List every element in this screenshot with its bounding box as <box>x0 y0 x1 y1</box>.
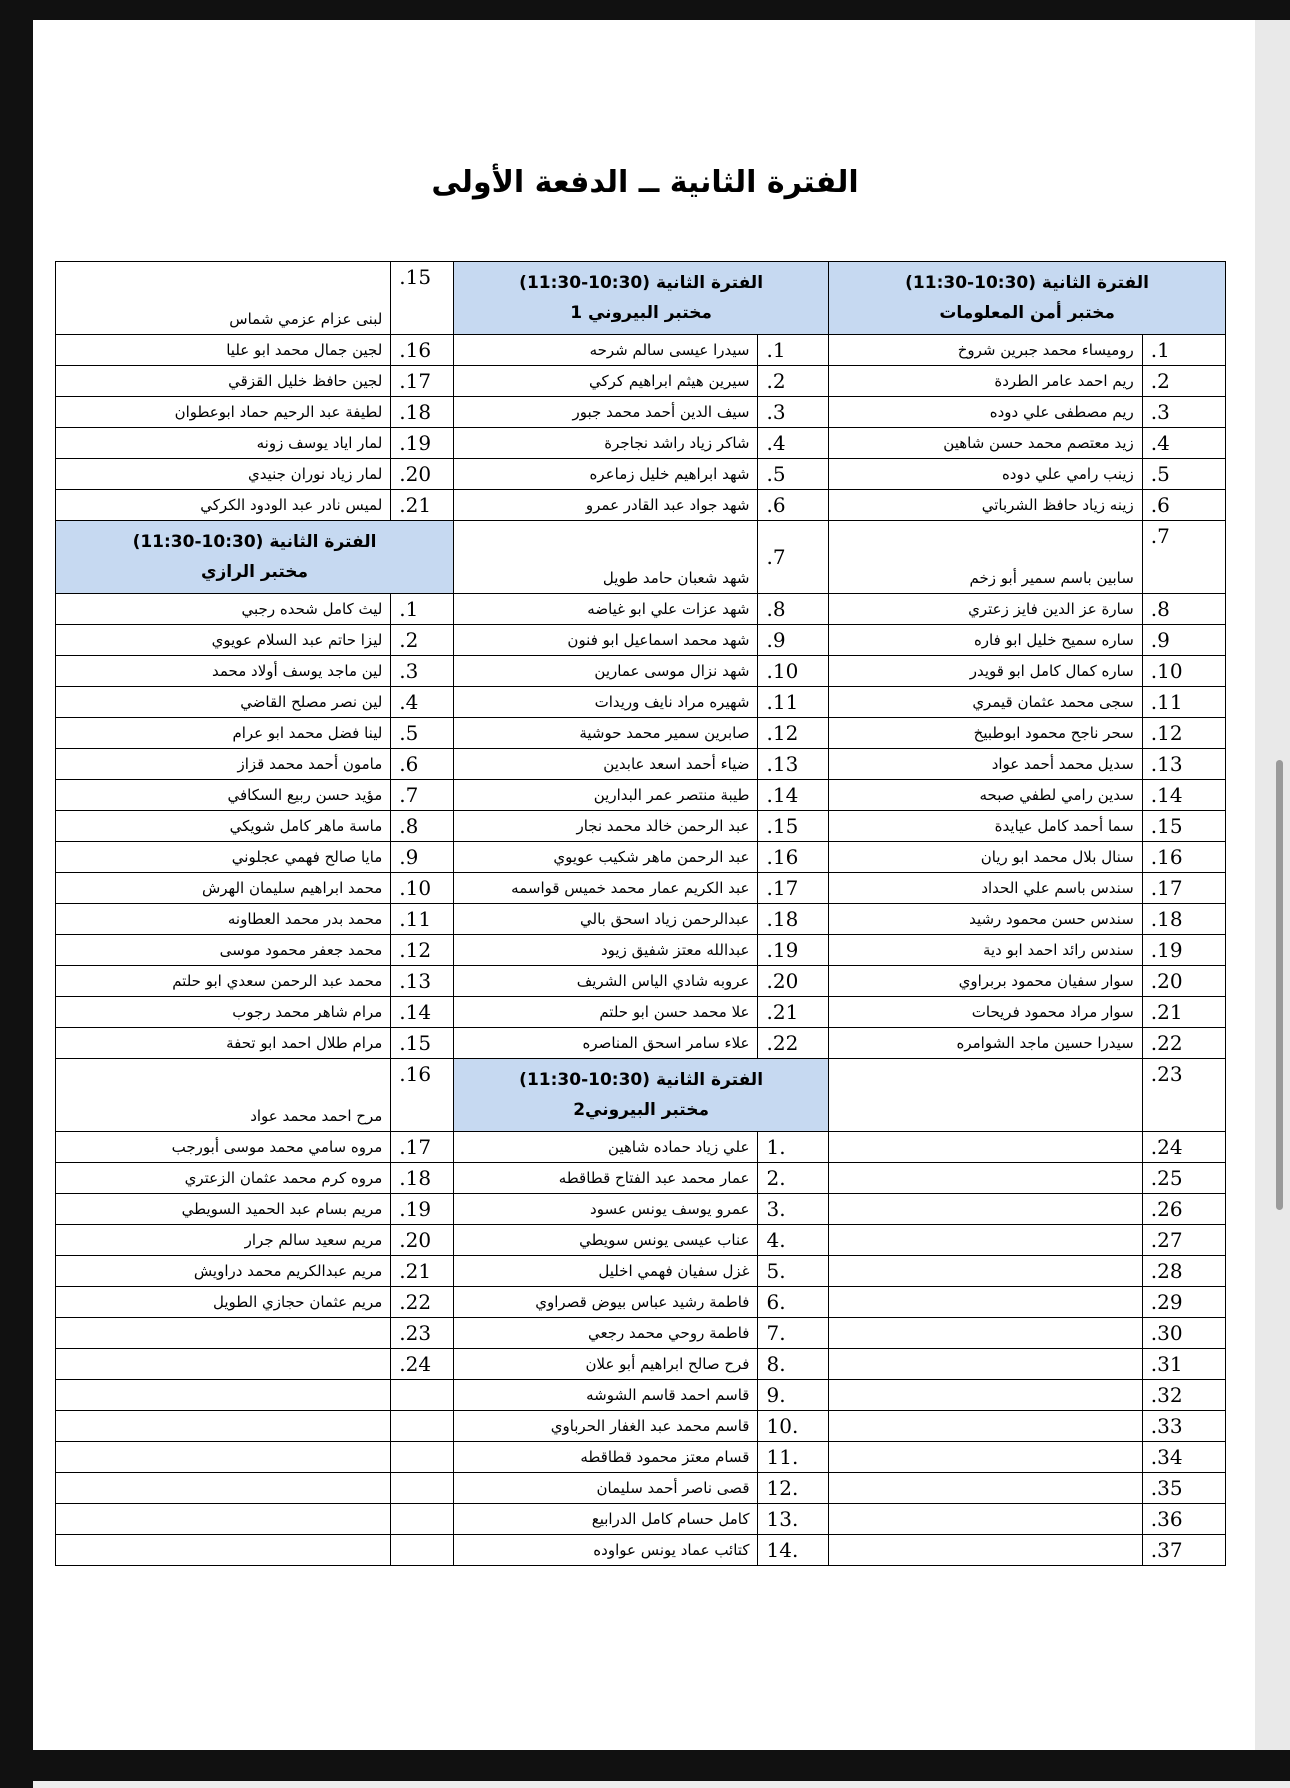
row-number: 18. <box>391 1163 454 1194</box>
student-name: محمد عبد الرحمن سعدي ابو حلتم <box>56 966 391 997</box>
row-number <box>391 1411 454 1442</box>
lab-header-infosec <box>829 262 1226 335</box>
table-row <box>56 1287 1226 1318</box>
table-row <box>56 935 1226 966</box>
row-number: 22. <box>758 1028 829 1059</box>
row-number: 17. <box>391 366 454 397</box>
lab-header-period: الفترة الثانية (10:30-11:30) <box>519 273 764 293</box>
student-name <box>829 1411 1143 1442</box>
row-number: 6. <box>1142 490 1225 521</box>
student-name: علاء سامر اسحق المناصره <box>454 1028 758 1059</box>
table-row <box>56 1318 1226 1349</box>
student-name: علا محمد حسن ابو حلتم <box>454 997 758 1028</box>
student-name: شاكر زياد راشد نجاجرة <box>454 428 758 459</box>
table-row <box>56 842 1226 873</box>
row-number: 7. <box>758 521 829 594</box>
table-row <box>56 490 1226 521</box>
student-name: شهيره مراد نايف وريدات <box>454 687 758 718</box>
row-number: .13 <box>758 1504 829 1535</box>
student-name: سيرين هيثم ابراهيم كركي <box>454 366 758 397</box>
row-number: 26. <box>1142 1194 1225 1225</box>
row-number: 13. <box>1142 749 1225 780</box>
student-name: مريم عبدالكريم محمد دراويش <box>56 1256 391 1287</box>
student-name <box>56 1349 391 1380</box>
student-name: سما أحمد كامل عيايدة <box>829 811 1143 842</box>
row-number: 16. <box>1142 842 1225 873</box>
student-name: طيبة منتصر عمر البدارين <box>454 780 758 811</box>
student-name: كتائب عماد يونس عواوده <box>454 1535 758 1566</box>
table-row <box>56 397 1226 428</box>
row-number: 10. <box>391 873 454 904</box>
student-name: شهد عزات علي ابو غياضه <box>454 594 758 625</box>
row-number: 36. <box>1142 1504 1225 1535</box>
student-name: لينا فضل محمد ابو عرام <box>56 718 391 749</box>
table-row <box>56 780 1226 811</box>
row-number: .4 <box>758 1225 829 1256</box>
student-name: سدين رامي لطفي صبحه <box>829 780 1143 811</box>
lab-header-biruni-1 <box>454 262 829 335</box>
student-name: عبدالرحمن زياد اسحق بالي <box>454 904 758 935</box>
row-number: 19. <box>391 428 454 459</box>
student-name <box>56 1318 391 1349</box>
student-name: لجين جمال محمد ابو عليا <box>56 335 391 366</box>
student-name: لطيفة عبد الرحيم حماد ابوعطوان <box>56 397 391 428</box>
student-name: شهد شعبان حامد طويل <box>454 521 758 594</box>
row-number: 8. <box>758 594 829 625</box>
student-name: سحر ناجح محمود ابوطبيخ <box>829 718 1143 749</box>
row-number: 21. <box>391 1256 454 1287</box>
row-number: 2. <box>758 366 829 397</box>
row-number: 14. <box>391 997 454 1028</box>
row-number: .6 <box>758 1287 829 1318</box>
student-name: سنال بلال محمد ابو ريان <box>829 842 1143 873</box>
top-bar <box>0 0 1290 20</box>
bottom-strip <box>33 1781 1290 1788</box>
row-number: 22. <box>1142 1028 1225 1059</box>
table-row <box>56 873 1226 904</box>
row-number: 19. <box>1142 935 1225 966</box>
student-name: ريم مصطفى علي دوده <box>829 397 1143 428</box>
row-number: 30. <box>1142 1318 1225 1349</box>
student-name: كامل حسام كامل الدرابيع <box>454 1504 758 1535</box>
row-number: 1. <box>391 594 454 625</box>
student-name <box>829 1535 1143 1566</box>
student-name: مامون أحمد محمد قزاز <box>56 749 391 780</box>
student-name: سجى محمد عثمان قيمري <box>829 687 1143 718</box>
student-name: لين ماجد يوسف أولاد محمد <box>56 656 391 687</box>
student-name: قصى ناصر أحمد سليمان <box>454 1473 758 1504</box>
student-name <box>829 1442 1143 1473</box>
lab-header-name: مختبر البيروني2 <box>573 1100 709 1120</box>
student-name: ساره كمال كامل ابو قويدر <box>829 656 1143 687</box>
row-number: 20. <box>1142 966 1225 997</box>
student-name <box>829 1059 1143 1132</box>
row-number: 32. <box>1142 1380 1225 1411</box>
row-number: .14 <box>758 1535 829 1566</box>
page-title: الفترة الثانية ــ الدفعة الأولى <box>431 165 859 200</box>
student-name: سيف الدين أحمد محمد جبور <box>454 397 758 428</box>
student-name: سوار سفيان محمود بربراوي <box>829 966 1143 997</box>
row-number: 12. <box>1142 718 1225 749</box>
student-name: فرح صالح ابراهيم أبو علان <box>454 1349 758 1380</box>
row-number: 31. <box>1142 1349 1225 1380</box>
student-name: سندس رائد احمد ابو دية <box>829 935 1143 966</box>
table-row <box>56 1028 1226 1059</box>
row-number: .9 <box>758 1380 829 1411</box>
student-name: مرح احمد محمد عواد <box>56 1059 391 1132</box>
table-row <box>56 966 1226 997</box>
table-row <box>56 1380 1226 1411</box>
student-name: مريم سعيد سالم جرار <box>56 1225 391 1256</box>
table-row <box>56 1442 1226 1473</box>
student-name: زينب رامي علي دوده <box>829 459 1143 490</box>
student-name: ماسة ماهر كامل شويكي <box>56 811 391 842</box>
lab-header-biruni-2 <box>454 1059 829 1132</box>
student-name: محمد ابراهيم سليمان الهرش <box>56 873 391 904</box>
row-number: 35. <box>1142 1473 1225 1504</box>
row-number: .2 <box>758 1163 829 1194</box>
row-number: 37. <box>1142 1535 1225 1566</box>
row-number: 19. <box>758 935 829 966</box>
table-row <box>56 1194 1226 1225</box>
table-row <box>56 1535 1226 1566</box>
row-number: 24. <box>1142 1132 1225 1163</box>
student-name: مرام شاهر محمد رجوب <box>56 997 391 1028</box>
row-number: 14. <box>758 780 829 811</box>
student-name: شهد نزال موسى عمارين <box>454 656 758 687</box>
table-row <box>56 811 1226 842</box>
row-number: 13. <box>391 966 454 997</box>
row-number: 17. <box>1142 873 1225 904</box>
row-number: 15. <box>1142 811 1225 842</box>
row-number: 4. <box>758 428 829 459</box>
row-number: .7 <box>758 1318 829 1349</box>
student-name: لمار اياد يوسف زونه <box>56 428 391 459</box>
table-row <box>56 459 1226 490</box>
row-number: 11. <box>391 904 454 935</box>
student-name <box>829 1318 1143 1349</box>
student-name: سيدرا عيسى سالم شرحه <box>454 335 758 366</box>
student-name: لجين حافظ خليل القزقي <box>56 366 391 397</box>
student-name: عناب عيسى يونس سويطي <box>454 1225 758 1256</box>
student-name: لبنى عزام عزمي شماس <box>56 262 391 335</box>
row-number: 34. <box>1142 1442 1225 1473</box>
student-name <box>829 1163 1143 1194</box>
student-name: عبد الرحمن خالد محمد نجار <box>454 811 758 842</box>
student-name <box>56 1411 391 1442</box>
lab-header-period: الفترة الثانية (10:30-11:30) <box>132 532 377 552</box>
lab-header-period: الفترة الثانية (10:30-11:30) <box>519 1070 764 1090</box>
row-number: 3. <box>1142 397 1225 428</box>
table-row <box>56 428 1226 459</box>
student-name: محمد جعفر محمود موسى <box>56 935 391 966</box>
table-row <box>56 656 1226 687</box>
table-row <box>56 1163 1226 1194</box>
row-number: 1. <box>758 335 829 366</box>
student-name <box>56 1504 391 1535</box>
lab-header-name: مختبر أمن المعلومات <box>939 303 1115 323</box>
row-number: 21. <box>391 490 454 521</box>
table-row <box>56 1059 1226 1132</box>
row-number: .1 <box>758 1132 829 1163</box>
row-number: 14. <box>1142 780 1225 811</box>
student-name: لمار زياد نوران جنيدي <box>56 459 391 490</box>
row-number: 12. <box>758 718 829 749</box>
lab-header-name: مختبر الرازي <box>200 562 309 582</box>
row-number: 21. <box>758 997 829 1028</box>
student-name: سندس باسم علي الحداد <box>829 873 1143 904</box>
student-name <box>829 1256 1143 1287</box>
student-name: زيد معتصم محمد حسن شاهين <box>829 428 1143 459</box>
table-row <box>56 687 1226 718</box>
student-name <box>56 1380 391 1411</box>
student-name: سيدرا حسين ماجد الشوامره <box>829 1028 1143 1059</box>
student-name: ضياء أحمد اسعد عابدين <box>454 749 758 780</box>
student-name: شهد ابراهيم خليل زماعره <box>454 459 758 490</box>
student-name <box>56 1442 391 1473</box>
table-row <box>56 625 1226 656</box>
student-name: لميس نادر عبد الودود الكركي <box>56 490 391 521</box>
row-number: 7. <box>1142 521 1225 594</box>
student-name: ريم احمد عامر الطردة <box>829 366 1143 397</box>
row-number: 10. <box>758 656 829 687</box>
student-name: سديل محمد أحمد عواد <box>829 749 1143 780</box>
row-number: 11. <box>758 687 829 718</box>
row-number: 25. <box>1142 1163 1225 1194</box>
student-name: سندس حسن محمود رشيد <box>829 904 1143 935</box>
row-number: 11. <box>1142 687 1225 718</box>
row-number: 29. <box>1142 1287 1225 1318</box>
row-number: 17. <box>391 1132 454 1163</box>
student-name <box>829 1504 1143 1535</box>
row-number: 12. <box>391 935 454 966</box>
student-name <box>829 1349 1143 1380</box>
row-number: 5. <box>758 459 829 490</box>
row-number <box>391 1380 454 1411</box>
table-row <box>56 1349 1226 1380</box>
student-name: علي زياد حماده شاهين <box>454 1132 758 1163</box>
row-number <box>391 1473 454 1504</box>
row-number: 19. <box>391 1194 454 1225</box>
student-name <box>829 1287 1143 1318</box>
table-row <box>56 1504 1226 1535</box>
row-number: .10 <box>758 1411 829 1442</box>
student-name: مايا صالح فهمي عجلوني <box>56 842 391 873</box>
student-name: مريم عثمان حجازي الطويل <box>56 1287 391 1318</box>
row-number: 9. <box>758 625 829 656</box>
student-name: فاطمة رشيد عباس بيوض قصراوي <box>454 1287 758 1318</box>
row-number <box>391 1535 454 1566</box>
student-name: زينه زياد حافظ الشرباتي <box>829 490 1143 521</box>
row-number: 20. <box>758 966 829 997</box>
table-row <box>56 749 1226 780</box>
row-number: 23. <box>1142 1059 1225 1132</box>
row-number: 21. <box>1142 997 1225 1028</box>
table-row <box>56 366 1226 397</box>
row-number: 18. <box>1142 904 1225 935</box>
row-number: 9. <box>391 842 454 873</box>
student-name: محمد بدر محمد العطاونه <box>56 904 391 935</box>
row-number: 6. <box>391 749 454 780</box>
row-number: 18. <box>391 397 454 428</box>
scrollbar-thumb[interactable] <box>1276 760 1283 1210</box>
student-name: مؤيد حسن ربيع السكافي <box>56 780 391 811</box>
table-row <box>56 521 1226 594</box>
row-number: 15. <box>758 811 829 842</box>
row-number: 20. <box>391 459 454 490</box>
table-row <box>56 904 1226 935</box>
student-name: شهد جواد عبد القادر عمرو <box>454 490 758 521</box>
row-number: 13. <box>758 749 829 780</box>
table-row <box>56 1411 1226 1442</box>
row-number: 18. <box>758 904 829 935</box>
row-number <box>391 1504 454 1535</box>
row-number: 28. <box>1142 1256 1225 1287</box>
student-name: سابين باسم سمير أبو زخم <box>829 521 1143 594</box>
student-name: صابرين سمير محمد حوشية <box>454 718 758 749</box>
student-name: سوار مراد محمود فريحات <box>829 997 1143 1028</box>
row-number: .5 <box>758 1256 829 1287</box>
student-name: عروبه شادي الياس الشريف <box>454 966 758 997</box>
row-number: 22. <box>391 1287 454 1318</box>
row-number: 17. <box>758 873 829 904</box>
row-number: .8 <box>758 1349 829 1380</box>
row-number: 4. <box>391 687 454 718</box>
schedule-table <box>55 261 1226 1566</box>
side-strip <box>1255 20 1290 1750</box>
row-number: 6. <box>758 490 829 521</box>
lab-header-name: مختبر البيروني 1 <box>570 303 712 323</box>
row-number: .11 <box>758 1442 829 1473</box>
table-row <box>56 997 1226 1028</box>
row-number: 33. <box>1142 1411 1225 1442</box>
table-row <box>56 1225 1226 1256</box>
header-row <box>56 262 1226 335</box>
student-name: عبدالله معتز شفيق زيود <box>454 935 758 966</box>
row-number: 15. <box>391 262 454 335</box>
table-row <box>56 335 1226 366</box>
row-number: 7. <box>391 780 454 811</box>
row-number: 23. <box>391 1318 454 1349</box>
table-row <box>56 1473 1226 1504</box>
table-row <box>56 1256 1226 1287</box>
student-name: عبد الرحمن ماهر شكيب عويوي <box>454 842 758 873</box>
row-number: 27. <box>1142 1225 1225 1256</box>
row-number: 24. <box>391 1349 454 1380</box>
student-name <box>56 1535 391 1566</box>
student-name <box>829 1132 1143 1163</box>
student-name: ساره سميح خليل ابو فاره <box>829 625 1143 656</box>
table-row <box>56 718 1226 749</box>
row-number <box>391 1442 454 1473</box>
row-number: 9. <box>1142 625 1225 656</box>
student-name: فاطمة روحي محمد رجعي <box>454 1318 758 1349</box>
student-name: روميساء محمد جبرين شروخ <box>829 335 1143 366</box>
student-name <box>829 1473 1143 1504</box>
student-name: مروه كرم محمد عثمان الزعتري <box>56 1163 391 1194</box>
row-number: 8. <box>391 811 454 842</box>
lab-header-razi <box>56 521 454 594</box>
student-name: سارة عز الدين فايز زعتري <box>829 594 1143 625</box>
student-name: غزل سفيان فهمي اخليل <box>454 1256 758 1287</box>
student-name <box>829 1194 1143 1225</box>
student-name <box>829 1225 1143 1256</box>
lab-header-period: الفترة الثانية (10:30-11:30) <box>905 273 1150 293</box>
student-name <box>829 1380 1143 1411</box>
row-number: 20. <box>391 1225 454 1256</box>
row-number: 5. <box>1142 459 1225 490</box>
row-number: 16. <box>391 335 454 366</box>
row-number: .3 <box>758 1194 829 1225</box>
student-name: مريم بسام عبد الحميد السويطي <box>56 1194 391 1225</box>
row-number: 5. <box>391 718 454 749</box>
student-name: شهد محمد اسماعيل ابو فنون <box>454 625 758 656</box>
student-name: عمرو يوسف يونس عسود <box>454 1194 758 1225</box>
student-name <box>56 1473 391 1504</box>
row-number: 16. <box>391 1059 454 1132</box>
student-name: لين نصر مصلح القاضي <box>56 687 391 718</box>
student-name: قاسم احمد قاسم الشوشه <box>454 1380 758 1411</box>
student-name: عبد الكريم عمار محمد خميس قواسمه <box>454 873 758 904</box>
student-name: قسام معتز محمود قطاقطه <box>454 1442 758 1473</box>
row-number: 2. <box>391 625 454 656</box>
table-row <box>56 1132 1226 1163</box>
row-number: 2. <box>1142 366 1225 397</box>
row-number: 1. <box>1142 335 1225 366</box>
row-number: 4. <box>1142 428 1225 459</box>
row-number: 16. <box>758 842 829 873</box>
row-number: .12 <box>758 1473 829 1504</box>
student-name: ليزا حاتم عبد السلام عويوي <box>56 625 391 656</box>
student-name: مروه سامي محمد موسى أبورجب <box>56 1132 391 1163</box>
student-name: قاسم محمد عبد الغفار الحرباوي <box>454 1411 758 1442</box>
table-row <box>56 594 1226 625</box>
row-number: 10. <box>1142 656 1225 687</box>
row-number: 15. <box>391 1028 454 1059</box>
row-number: 3. <box>391 656 454 687</box>
student-name: ليث كامل شحده رجبي <box>56 594 391 625</box>
student-name: عمار محمد عبد الفتاح قطاقطه <box>454 1163 758 1194</box>
student-name: مرام طلال احمد ابو تحفة <box>56 1028 391 1059</box>
row-number: 8. <box>1142 594 1225 625</box>
row-number: 3. <box>758 397 829 428</box>
